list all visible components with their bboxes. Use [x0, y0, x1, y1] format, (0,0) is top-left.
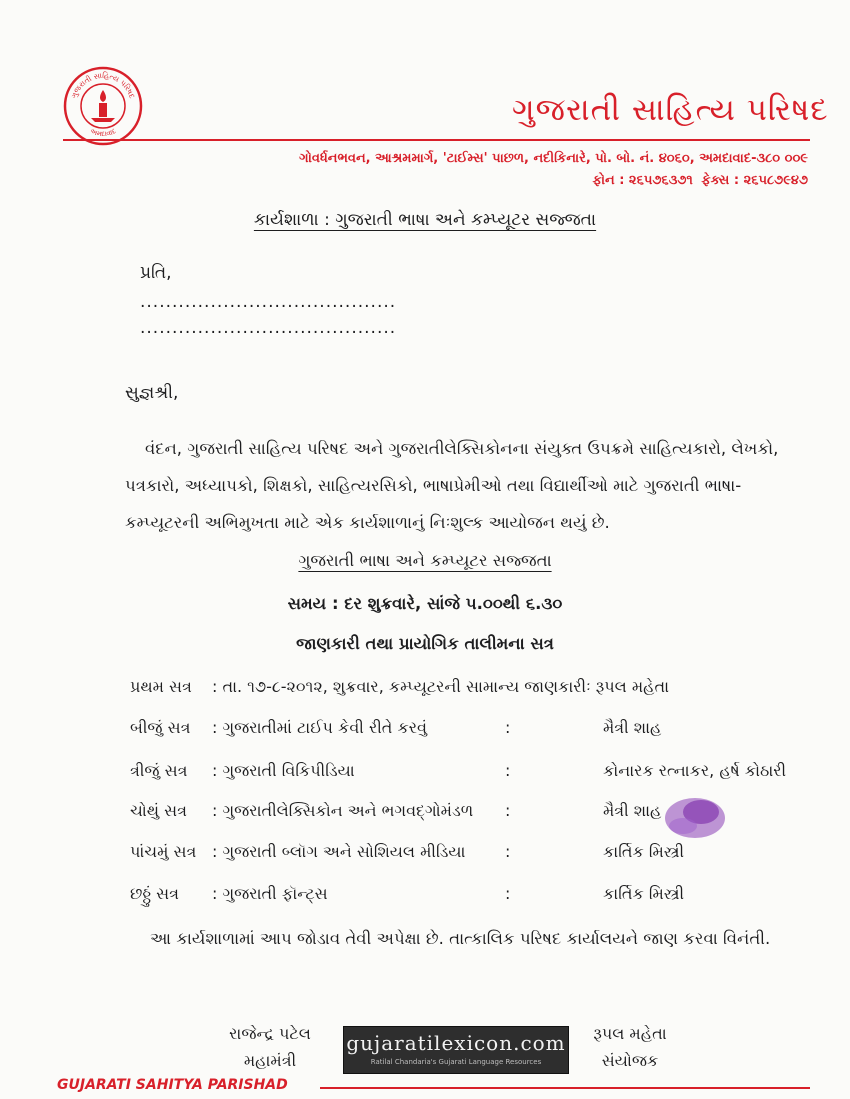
- closing-request: આ કાર્યશાળામાં આપ જોડાવ તેવી અપેક્ષા છે. તાત્કાલિક પરિષદ કાર્યાલયને જાણ કરવા વિનંતી.: [150, 929, 771, 948]
- signatory-left-name: રાજેન્દ્ર પટેલ: [229, 1024, 311, 1043]
- session-presenter: મૈત્રી શાહ: [603, 718, 662, 737]
- signatory-right: [560, 1024, 700, 1078]
- session-topic: : ગુજરાતી ફૉન્ટ્સ: [212, 884, 328, 903]
- workshop-timing: સમય : દર શુક્રવારે, સાંજે ૫.૦૦થી ૬.૩૦: [287, 594, 563, 613]
- session-name: ચોથું સત્ર: [130, 801, 187, 820]
- fax-number: ફેક્સ : ૨૬૫૮૭૯૪૭: [701, 173, 808, 188]
- footer-divider: [320, 1087, 810, 1089]
- signatory-right-name: રૂપલ મહેતા: [593, 1024, 667, 1043]
- session-name: ત્રીજું સત્ર: [130, 761, 188, 780]
- session-presenter: કાર્તિક મિસ્ત્રી: [603, 842, 685, 861]
- session-name: છઠ્ઠું સત્ર: [130, 884, 179, 903]
- organization-address: ગોવર્ધનભવન, આશ્રમમાર્ગ, 'ટાઈમ્સ' પાછળ, નદીકિનારે, પો. બો. નં. ૪૦૬૦, અમદાવાદ-૩૮૦ ૦૦૯: [299, 151, 808, 166]
- header-divider: [63, 139, 810, 141]
- session-separator: :: [505, 884, 511, 903]
- letter-subject: [0, 210, 850, 230]
- session-presenter: કોનારક રત્નાકર, હર્ષ કોઠારી: [603, 761, 787, 780]
- session-separator: :: [505, 801, 511, 820]
- session-topic: : તા. ૧૭-૮-૨૦૧૨, શુક્રવાર, કમ્પ્યૂટરની સામાન્ય જાણકારીઃ રૂપલ મહેતા: [212, 677, 670, 696]
- logo-tagline: Ratilal Chandaria's Gujarati Language Resources: [370, 1058, 542, 1066]
- session-name: પ્રથમ સત્ર: [130, 677, 192, 696]
- session-row: [130, 842, 820, 872]
- sessions-heading: જાણકારી તથા પ્રાયોગિક તાલીમના સત્ર: [296, 634, 554, 653]
- logo-wordmark: gujaratilexicon.com: [346, 1031, 566, 1055]
- ink-stamp-mark: [655, 786, 735, 846]
- session-separator: :: [505, 761, 511, 780]
- signatory-left: [200, 1024, 340, 1078]
- session-name: પાંચમું સત્ર: [130, 842, 197, 861]
- contact-line: [588, 173, 808, 188]
- workshop-topic: [0, 551, 850, 571]
- session-topic: : ગુજરાતી બ્લૉગ અને સોશિયલ મીડિયા: [212, 842, 466, 861]
- signatory-right-title: સંયોજક: [601, 1051, 659, 1070]
- session-topic: : ગુજરાતીમાં ટાઈપ કેવી રીતે કરવું: [212, 718, 428, 737]
- session-presenter: કાર્તિક મિસ્ત્રી: [603, 884, 685, 903]
- session-topic: : ગુજરાતી વિકિપીડિયા: [212, 761, 355, 780]
- address-placeholder-line-1: ........................................: [140, 292, 397, 312]
- session-separator: :: [505, 718, 511, 737]
- subject-text: કાર્યશાળા : ગુજરાતી ભાષા અને કમ્પ્યૂટર સજ્જતા: [253, 210, 597, 230]
- address-placeholder-line-2: ........................................: [140, 318, 397, 338]
- session-topic: : ગુજરાતીલેક્સિકોન અને ભગવદ્ગોમંડળ: [212, 801, 474, 820]
- to-label: પ્રતિ,: [140, 263, 172, 283]
- session-row: [130, 718, 820, 748]
- organization-name: ગુજરાતી સાહિત્ય પરિષદ: [512, 92, 829, 128]
- topic-text: ગુજરાતી ભાષા અને કમ્પ્યૂટર સજ્જતા: [298, 551, 552, 570]
- parishad-seal-logo: [63, 66, 143, 146]
- svg-text:ગુજરાતી સાહિત્ય પરિષદ: ગુજરાતી સાહિત્ય પરિષદ: [69, 70, 137, 100]
- session-presenter: મૈત્રી શાહ: [603, 801, 662, 820]
- session-separator: :: [505, 842, 511, 861]
- footer-org-name: GUJARATI SAHITYA PARISHAD: [57, 1077, 288, 1093]
- phone-number: ફોન : ૨૬૫૭૬૩૭૧: [592, 173, 693, 188]
- session-name: બીજું સત્ર: [130, 718, 191, 737]
- svg-text:અમદાવાદ: અમદાવાદ: [88, 127, 118, 139]
- greeting: સુજ્ઞશ્રી,: [125, 383, 179, 403]
- session-row: [130, 884, 820, 914]
- body-text: વંદન, ગુજરાતી સાહિત્ય પરિષદ અને ગુજરાતીલેક્સિકોનના સંયુક્ત ઉપક્રમે સાહિત્યકારો, લેખકો, પત્રકારો, અધ્યાપકો, શિક્ષકો, સાહિત્યરસિકો, ભાષાપ્રેમીઓ તથા વિદ્યાર્થીઓ માટે ગુજરાતી ભાષા-કમ્પ્યૂટરની અભિમુખતા માટે એક કાર્યશાળાનું નિઃશુલ્ક આયોજન થયું છે.: [125, 439, 779, 532]
- body-paragraph: [125, 430, 815, 541]
- session-row: [130, 677, 820, 707]
- signatory-left-title: મહામંત્રી: [243, 1051, 297, 1070]
- gujaratilexicon-logo: [343, 1026, 569, 1074]
